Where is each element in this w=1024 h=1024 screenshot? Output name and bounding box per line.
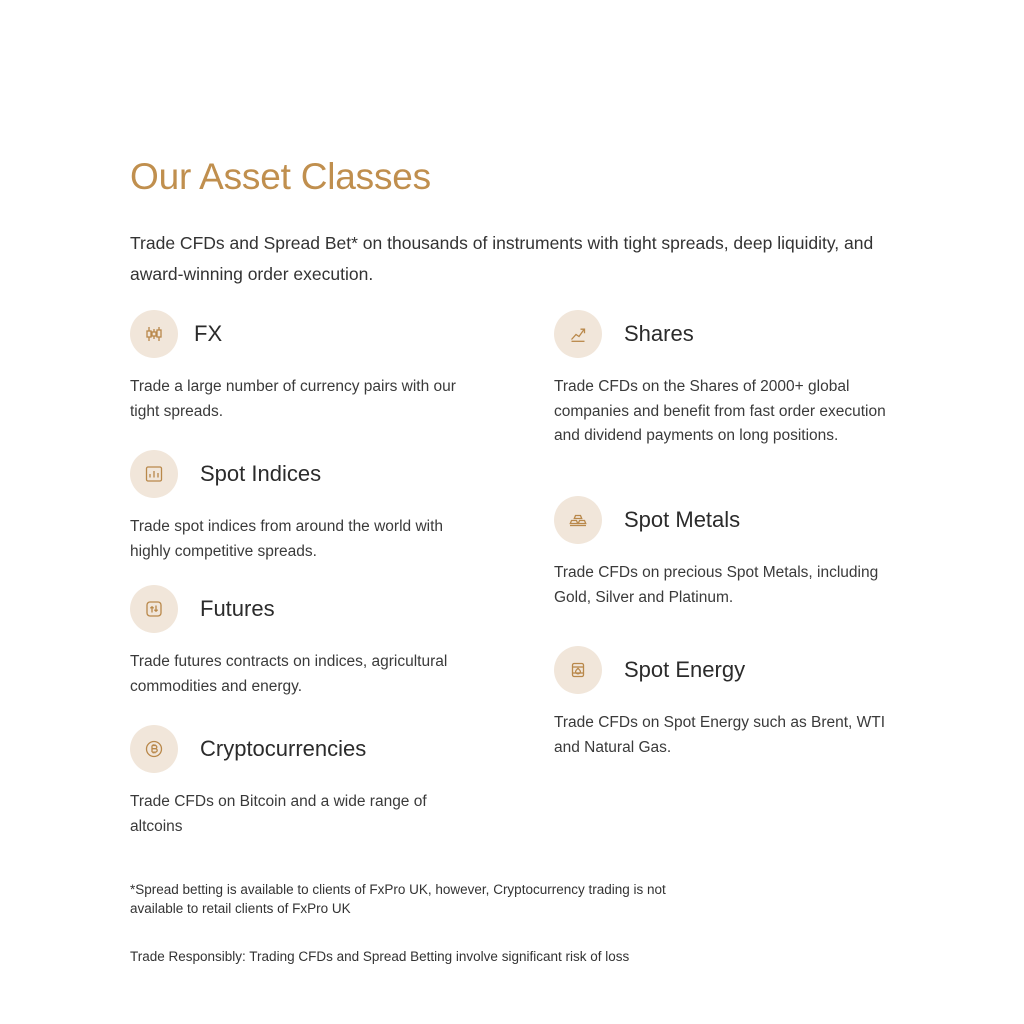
asset-class-header bbox=[130, 310, 530, 358]
footnote-risk-warning: Trade Responsibly: Trading CFDs and Spread Betting involve significant risk of loss bbox=[130, 949, 630, 964]
asset-class-header bbox=[130, 585, 530, 633]
asset-class-description: Trade CFDs on Bitcoin and a wide range of altcoins bbox=[130, 793, 427, 835]
asset-class-header bbox=[130, 450, 530, 498]
asset-class-header bbox=[130, 725, 530, 773]
asset-class-title: Spot Metals bbox=[624, 507, 741, 532]
asset-class-title: Cryptocurrencies bbox=[200, 736, 367, 761]
footnote-spread-betting: *Spread betting is available to clients of FxPro UK, however, Cryptocurrency trading is not available to retail clients of FxPro UK bbox=[130, 882, 666, 916]
gold-bars-icon bbox=[554, 496, 602, 544]
asset-class-item-futures bbox=[130, 585, 530, 699]
asset-class-title: Spot Indices bbox=[200, 461, 322, 486]
asset-class-header bbox=[554, 496, 902, 544]
asset-class-description: Trade spot indices from around the world with highly competitive spreads. bbox=[130, 518, 444, 560]
asset-class-item-cryptocurrencies bbox=[130, 725, 530, 839]
asset-classes-page bbox=[130, 0, 902, 1024]
asset-class-description: Trade futures contracts on indices, agricultural commodities and energy. bbox=[130, 653, 448, 695]
trend-line-icon bbox=[554, 310, 602, 358]
asset-class-description: Trade a large number of currency pairs with our tight spreads. bbox=[130, 378, 456, 420]
asset-class-description: Trade CFDs on Spot Energy such as Brent, WTI and Natural Gas. bbox=[554, 714, 886, 756]
bitcoin-icon bbox=[130, 725, 178, 773]
bar-chart-icon bbox=[130, 450, 178, 498]
asset-class-description: Trade CFDs on the Shares of 2000+ global companies and benefit from fast order execution and dividend payments on long positions. bbox=[554, 378, 886, 444]
asset-class-title: FX bbox=[194, 321, 223, 346]
asset-class-title: Shares bbox=[624, 321, 694, 346]
asset-class-title: Futures bbox=[200, 596, 275, 621]
asset-class-item-shares bbox=[554, 310, 902, 449]
asset-class-title: Spot Energy bbox=[624, 657, 746, 682]
asset-class-item-fx bbox=[130, 310, 530, 424]
up-down-arrows-icon bbox=[130, 585, 178, 633]
asset-class-item-spot-energy bbox=[554, 646, 902, 760]
fx-candlestick-icon bbox=[130, 310, 178, 358]
footnotes bbox=[130, 880, 750, 966]
asset-class-item-spot-metals bbox=[554, 496, 902, 610]
asset-class-header bbox=[554, 646, 902, 694]
asset-class-description: Trade CFDs on precious Spot Metals, including Gold, Silver and Platinum. bbox=[554, 564, 879, 606]
asset-class-item-spot-indices bbox=[130, 450, 530, 564]
page-title: Our Asset Classes bbox=[130, 155, 431, 197]
oil-barrel-icon bbox=[554, 646, 602, 694]
asset-class-header bbox=[554, 310, 902, 358]
intro-paragraph: Trade CFDs and Spread Bet* on thousands of instruments with tight spreads, deep liquidity, and award-winning order execution. bbox=[130, 232, 874, 284]
